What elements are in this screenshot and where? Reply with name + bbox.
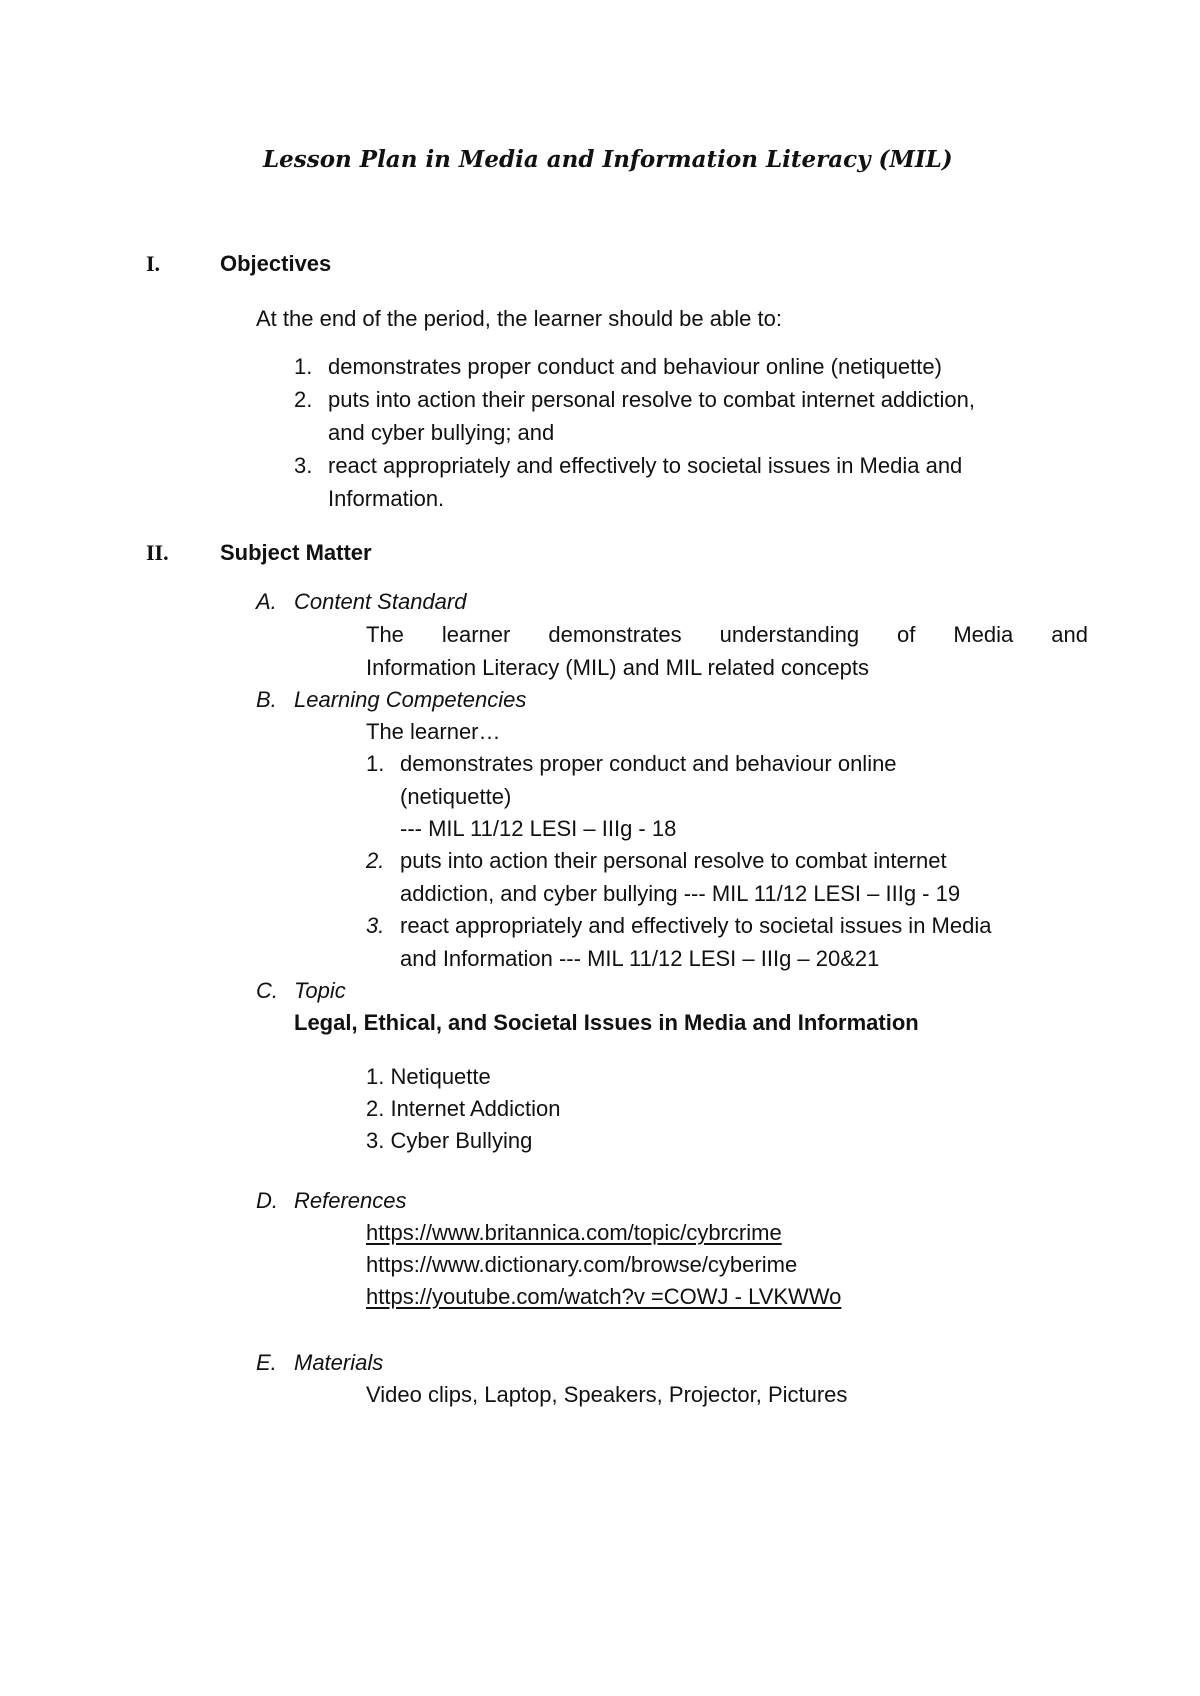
reference-link[interactable]: https://youtube.com/watch?v =COWJ - LVKWWo [366, 1284, 842, 1309]
section-1-numeral: I. [146, 251, 161, 276]
subsection-b-letter: B. [256, 687, 277, 712]
competency-number: 2. [366, 848, 385, 873]
content-standard-line: Information Literacy (MIL) and MIL related concepts [366, 655, 869, 680]
competency-code: --- MIL 11/12 LESI – IIIg - 18 [400, 816, 677, 841]
competency-text: puts into action their personal resolve to combat internet [400, 848, 947, 873]
objective-text: demonstrates proper conduct and behaviour online (netiquette) [328, 354, 942, 379]
objective-text: react appropriately and effectively to societal issues in Media and [328, 453, 963, 478]
objective-number: 2. [294, 387, 313, 412]
section-2-numeral: II. [146, 540, 169, 565]
materials-text: Video clips, Laptop, Speakers, Projector, Pictures [366, 1382, 848, 1407]
objective-text: puts into action their personal resolve to combat internet addiction, [328, 387, 975, 412]
reference-text: https://www.dictionary.com/browse/cyberime [366, 1252, 798, 1277]
word: and [1051, 622, 1088, 647]
word: demonstrates [548, 622, 682, 647]
word: The [366, 622, 404, 647]
word: understanding [719, 622, 860, 647]
competency-number: 3. [366, 913, 385, 938]
document-title: Lesson Plan in Media and Information Literacy (MIL) [263, 146, 953, 173]
section-2-heading: Subject Matter [220, 540, 372, 565]
competency-text: react appropriately and effectively to societal issues in Media [400, 913, 992, 938]
competency-text: and Information --- MIL 11/12 LESI – IIIg – 20&21 [400, 946, 880, 971]
topic-item: 2. Internet Addiction [366, 1096, 561, 1121]
competency-text: demonstrates proper conduct and behaviour online [400, 751, 897, 776]
subsection-c-letter: C. [256, 978, 278, 1003]
topic-item: 1. Netiquette [366, 1064, 491, 1089]
competency-text: addiction, and cyber bullying --- MIL 11/12 LESI – IIIg - 19 [400, 881, 961, 906]
subsection-e-label: Materials [294, 1350, 384, 1375]
word: Media [953, 622, 1014, 647]
section-1-heading: Objectives [220, 251, 332, 276]
topic-item: 3. Cyber Bullying [366, 1128, 533, 1153]
subsection-c-label: Topic [294, 978, 346, 1003]
objectives-intro: At the end of the period, the learner should be able to: [256, 306, 782, 331]
objective-number: 3. [294, 453, 313, 478]
subsection-e-letter: E. [256, 1350, 277, 1375]
subsection-a-letter: A. [256, 589, 277, 614]
subsection-d-label: References [294, 1188, 407, 1213]
topic-title: Legal, Ethical, and Societal Issues in Media and Information [294, 1010, 919, 1035]
content-standard-line [366, 624, 1088, 646]
objective-number: 1. [294, 354, 313, 379]
competency-text: (netiquette) [400, 784, 512, 809]
competency-number: 1. [366, 751, 385, 776]
subsection-a-label: Content Standard [294, 589, 467, 614]
subsection-b-label: Learning Competencies [294, 687, 527, 712]
objective-text: and cyber bullying; and [328, 420, 555, 445]
subsection-d-letter: D. [256, 1188, 278, 1213]
word: learner [441, 622, 511, 647]
competencies-intro: The learner… [366, 719, 501, 744]
reference-link[interactable]: https://www.britannica.com/topic/cybrcrime [366, 1220, 782, 1245]
word: of [897, 622, 916, 647]
objective-text: Information. [328, 486, 445, 511]
